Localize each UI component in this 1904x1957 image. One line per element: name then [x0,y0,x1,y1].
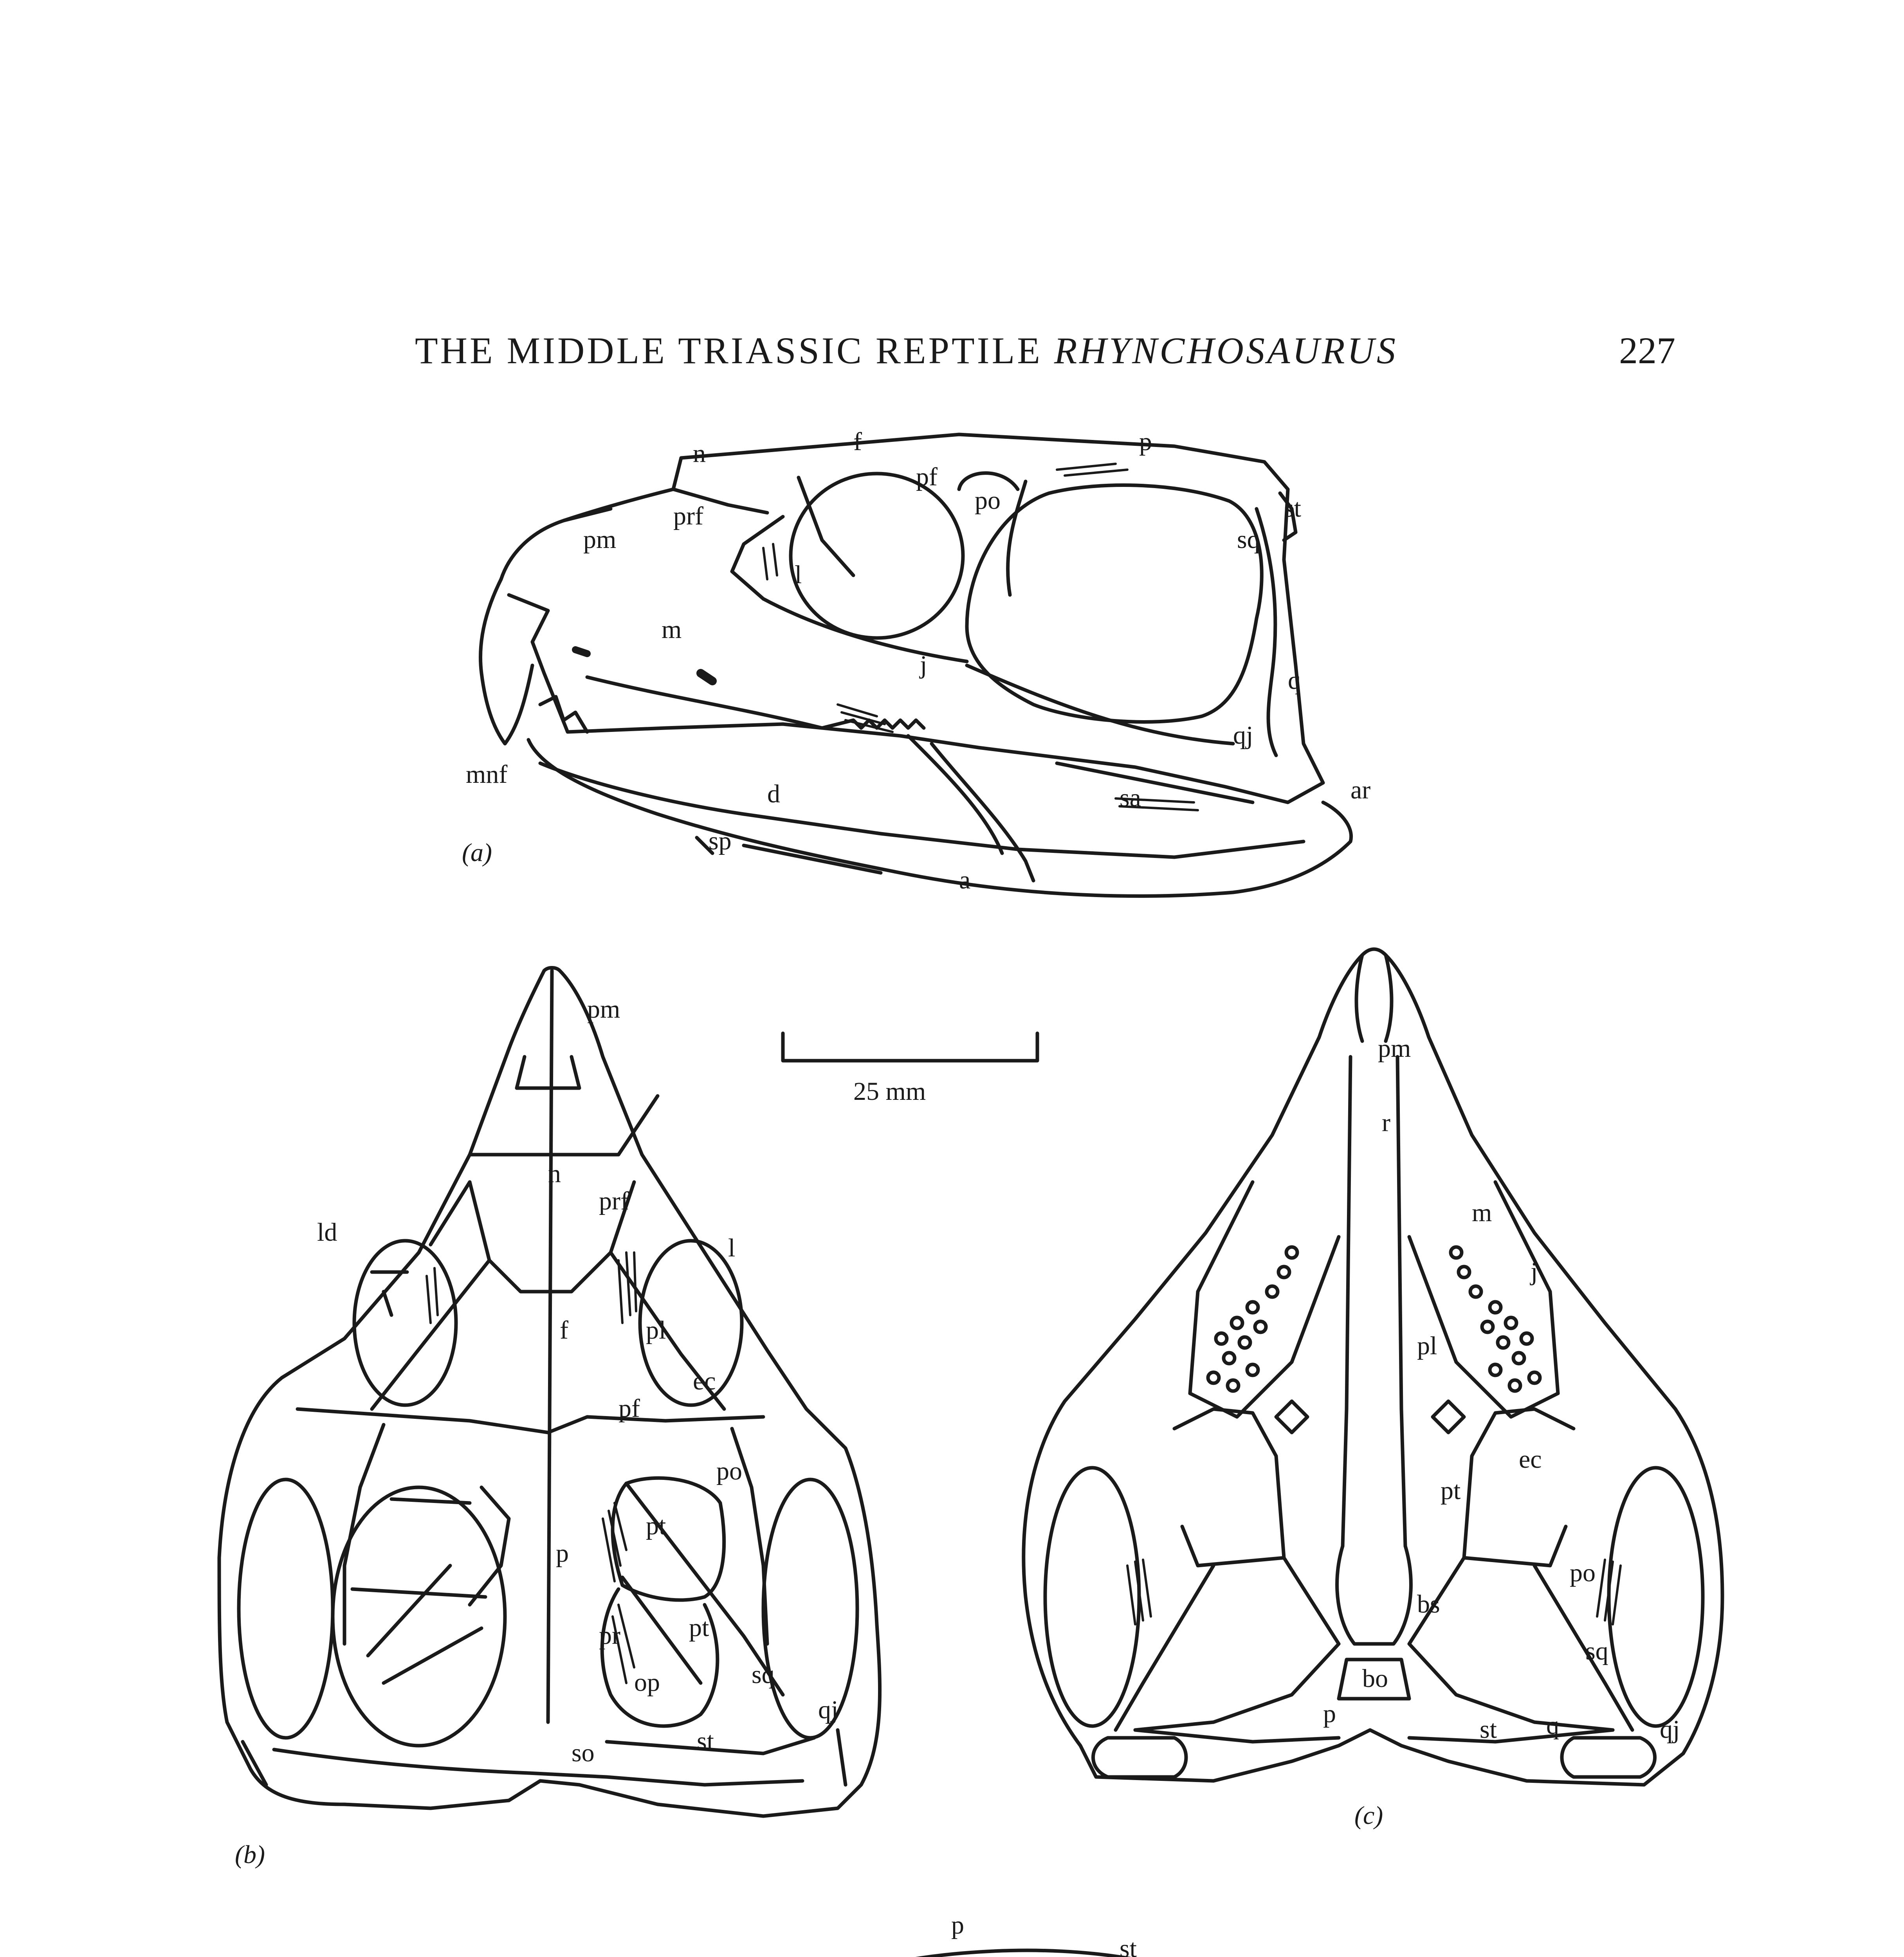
label-c-bs: bs [1417,1590,1440,1618]
label-c-po: po [1570,1559,1596,1587]
label-b-l: l [728,1234,736,1262]
label-a-p: p [1139,427,1152,456]
label-b-pt2: pt [689,1613,709,1642]
label-c-j: j [1531,1257,1538,1286]
label-a-pf: pf [916,463,938,491]
label-b-ec: ec [693,1367,716,1395]
label-c-m: m [1472,1198,1492,1227]
label-b-prf: prf [599,1187,629,1215]
label-b-f: f [560,1316,568,1344]
panel-label-a: (a) [462,838,492,867]
label-a-st: st [1284,494,1302,523]
label-b-ld: ld [317,1218,337,1247]
label-c-ec: ec [1519,1445,1542,1474]
label-b-n: n [548,1159,561,1188]
label-a-f: f [853,427,862,456]
label-d-p: p [951,1911,964,1939]
label-a-sq: sq [1237,525,1260,554]
label-b-pr: pr [599,1621,620,1650]
panel-c-palatal-skull [1024,949,1722,1785]
label-c-st: st [1480,1715,1497,1744]
label-a-pm: pm [583,525,617,554]
label-a-mnf: mnf [466,760,508,789]
label-c-q: q [1546,1711,1559,1740]
label-b-sq: sq [752,1660,775,1689]
label-b-pm: pm [587,995,620,1024]
label-a-m: m [662,615,682,644]
label-b-po: po [716,1457,742,1485]
panel-a-lateral-skull [480,434,1351,896]
label-b-st: st [697,1727,714,1755]
label-a-a: a [959,866,971,894]
label-c-pl: pl [1417,1332,1437,1360]
label-c-pm: pm [1378,1034,1411,1063]
label-a-q: q [1288,666,1301,695]
label-a-qj: qj [1233,721,1253,750]
label-a-sp: sp [709,827,732,855]
panel-b-dorsal-skull [219,968,880,1816]
label-b-qj: qj [818,1696,838,1724]
label-b-p: p [556,1539,569,1568]
label-a-d: d [767,780,780,808]
label-a-prf: prf [673,502,703,530]
panel-d-occipital-skull [662,1950,1304,1957]
label-c-r: r [1382,1108,1390,1137]
label-a-l: l [795,560,802,589]
label-a-n: n [693,439,706,468]
panel-label-c: (c) [1354,1801,1383,1830]
label-a-po: po [975,486,1001,515]
running-title-italic: RHYNCHOSAURUS [1054,330,1398,371]
label-b-pf: pf [618,1394,640,1423]
scale-bar-label: 25 mm [853,1077,926,1106]
label-b-pl: pl [646,1316,666,1344]
label-d-st: st [1120,1934,1137,1957]
label-a-sa: sa [1120,784,1141,812]
running-title-plain: THE MIDDLE TRIASSIC REPTILE [415,330,1042,371]
label-c-sq: sq [1585,1637,1608,1665]
label-c-bo: bo [1362,1664,1388,1693]
panel-label-b: (b) [235,1840,265,1869]
label-c-p: p [1323,1699,1336,1728]
label-c-qj: qj [1660,1715,1680,1744]
label-a-ar: ar [1350,776,1371,804]
label-b-op: op [634,1668,660,1697]
label-c-pt: pt [1441,1476,1461,1505]
label-b-pt: pt [646,1512,666,1540]
scale-bar [783,1033,1037,1061]
label-a-j: j [920,651,927,679]
page-number: 227 [1619,330,1675,371]
label-b-so: so [572,1739,595,1767]
